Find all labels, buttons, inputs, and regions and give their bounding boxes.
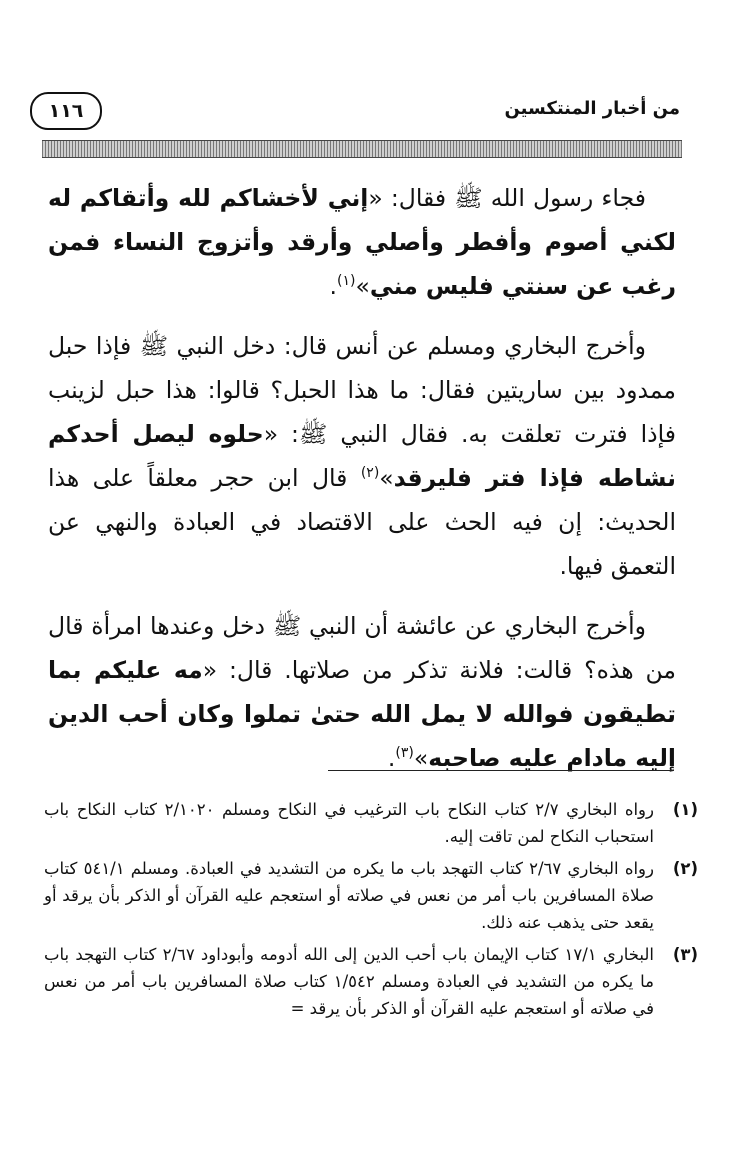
main-text [48, 176, 676, 780]
paragraph-3 [48, 604, 676, 780]
footnote-text: رواه البخاري ٢/٧ كتاب النكاح باب الترغيب في النكاح ومسلم ٢/١٠٢٠ كتاب النكاح باب استحباب النكاح لمن تاقت إليه. [44, 800, 654, 846]
p3-hadith: مه عليكم بما تطيقون فوالله لا يمل الله حتىٰ تملوا وكان أحب الدين إليه مادام عليه صاحبه [48, 656, 676, 772]
page-number: ١١٦ [30, 92, 102, 130]
p1-hadith: إني لأخشاكم لله وأتقاكم له لكني أصوم وأفطر وأصلي وأرقد وأتزوج النساء فمن رغب عن سنتي فليس مني [48, 184, 676, 300]
paragraph-1 [48, 176, 676, 308]
p1-close-quote: » [355, 272, 370, 300]
p2-intro: وأخرج البخاري ومسلم عن أنس قال: دخل النبي ﷺ فإذا حبل ممدود بين ساريتين فقال: ما هذا الحبل؟ قالوا: هذا حبل لزينب فإذا فترت تعلقت به. فقال النبي ﷺ: « [48, 332, 676, 448]
p2-close-quote: » [379, 464, 394, 492]
p3-intro: وأخرج البخاري عن عائشة أن النبي ﷺ دخل وعندها امرأة قال من هذه؟ قالت: فلانة تذكر من صلاتها. قال: « [48, 612, 676, 684]
footnote-ref-1[interactable]: (١) [336, 273, 356, 290]
p1-intro: فجاء رسول الله ﷺ فقال: « [368, 184, 646, 212]
footnote-text: البخاري ١٧/١ كتاب الإيمان باب أحب الدين إلى الله أدومه وأبوداود ٢/٦٧ كتاب التهجد باب ما يكره من التشديد في العبادة ومسلم ١/٥٤٢ كتاب صلاة المسافرين باب أمر من نعس في صلاته أو استعجم عليه القرآن أو الذكر بأن يرقد = [44, 945, 654, 1018]
footnote-number: (٣) [672, 945, 698, 964]
header-ornament-band [42, 140, 682, 158]
p3-close-quote: » [413, 744, 429, 772]
p1-end: . [329, 272, 337, 300]
footnote-number: (١) [672, 800, 698, 819]
footnote-separator [328, 770, 674, 771]
footnote-3 [44, 941, 698, 1022]
footnotes [44, 796, 698, 1027]
footnote-1 [44, 796, 698, 850]
p3-end: . [387, 744, 396, 772]
p2-after: قال ابن حجر معلقاً على هذا الحديث: إن فيه الحث على الاقتصاد في العبادة والنهي عن التعمق فيها. [48, 464, 676, 580]
footnote-text: رواه البخاري ٢/٦٧ كتاب التهجد باب ما يكره من التشديد في العبادة. ومسلم ٥٤١/١ كتاب صلاة المسافرين باب أمر من نعس في صلاته أو استعجم عليه القرآن أو الذكر بأن يرقد أو يقعد حتى يذهب عنه ذلك. [44, 859, 654, 932]
page-header [30, 92, 680, 140]
footnote-2 [44, 855, 698, 936]
footnote-number: (٢) [672, 859, 698, 878]
footnote-ref-2[interactable]: (٢) [360, 465, 380, 482]
p2-hadith: حلوه ليصل أحدكم نشاطه فإذا فتر فليرقد [48, 420, 676, 492]
paragraph-2 [48, 324, 676, 588]
running-title: من أخبار المنتكسين [504, 98, 680, 119]
footnote-ref-3[interactable]: (٣) [395, 745, 414, 762]
